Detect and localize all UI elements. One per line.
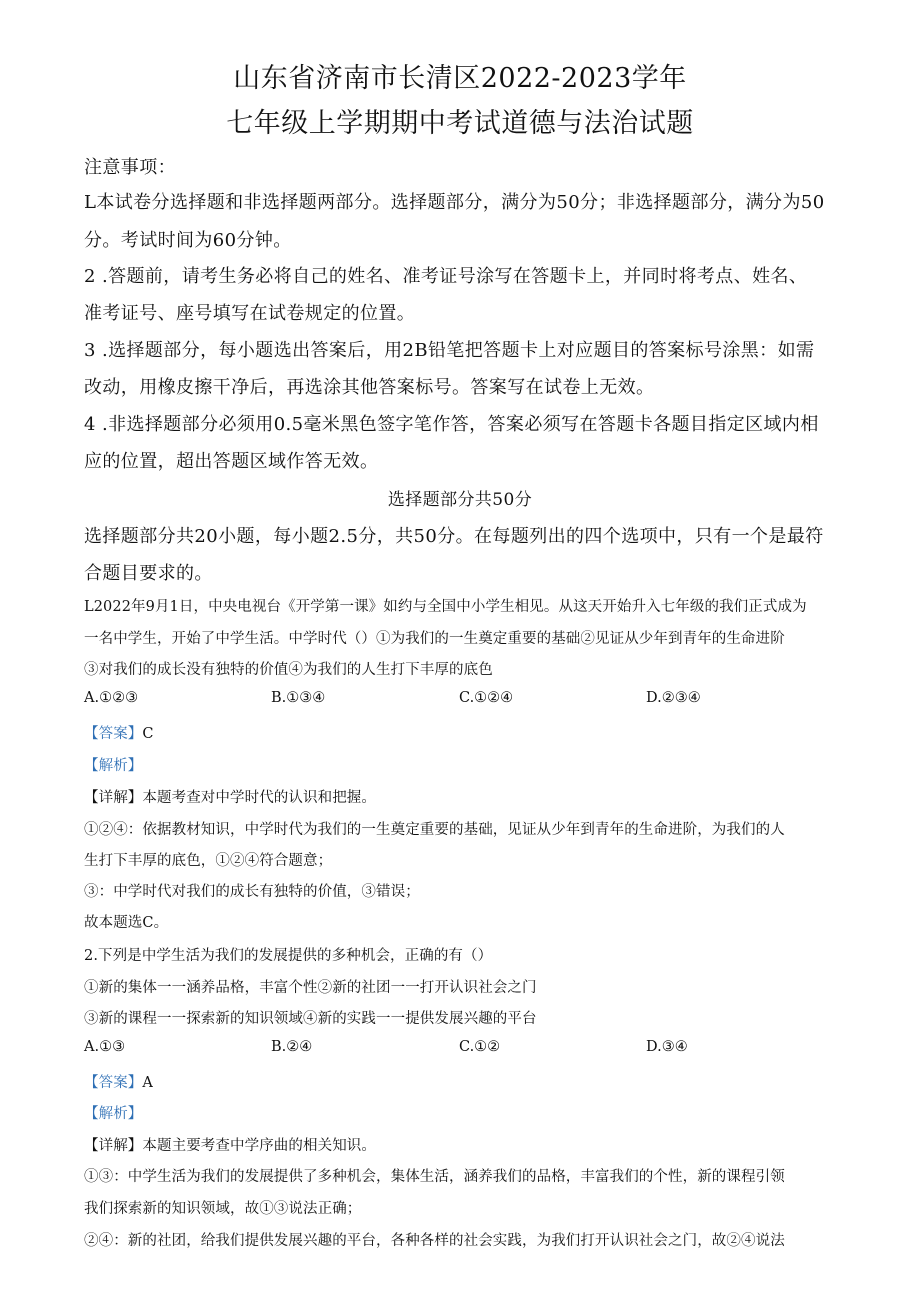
section-heading: 选择题部分共50分 — [387, 490, 533, 510]
notice-line: 3 .选择题部分，每小题选出答案后，用2B铅笔把答题卡上对应题目的答案标号涂黑：如需 — [84, 340, 815, 361]
notice-line: 4 .非选择题部分必须用0.5毫米黑色签字笔作答，答案必须写在答题卡各题目指定区域内相 — [84, 414, 819, 435]
detail-line: 故本题选C。 — [84, 915, 169, 931]
detail-line: 我们探索新的知识领域，故①③说法正确； — [84, 1201, 362, 1217]
notice-line: 分。考试时间为60分钟。 — [84, 230, 292, 251]
page-subtitle: 七年级上学期期中考试道德与法治试题 — [226, 108, 694, 139]
question-stem: L2022年9月1日，中央电视台《开学第一课》如约与全国中小学生相见。从这天开始升入七年级的我们正式成为 — [84, 599, 807, 615]
option-b: B.②④ — [271, 1039, 313, 1055]
question-stem: ③新的课程一一探索新的知识领域④新的实践一一提供发展兴趣的平台 — [84, 1011, 537, 1027]
notice-line: 改动，用橡皮擦干净后，再选涂其他答案标号。答案写在试卷上无效。 — [84, 377, 655, 398]
section-intro: 选择题部分共20小题，每小题2.5分，共50分。在每题列出的四个选项中，只有一个是最符 — [84, 526, 824, 547]
option-d: D.②③④ — [646, 690, 701, 706]
detail-line: 【详解】本题考查对中学时代的认识和把握。 — [84, 790, 376, 806]
option-b: B.①③④ — [271, 690, 326, 706]
option-c: C.①②④ — [459, 690, 514, 706]
detail-line: ①③：中学生活为我们的发展提供了多种机会，集体生活，涵养我们的品格，丰富我们的个性，新的课程引领 — [84, 1169, 785, 1185]
answer-tag: 【答案】 — [84, 726, 143, 742]
detail-line: ②④：新的社团，给我们提供发展兴趣的平台，各种各样的社会实践，为我们打开认识社会之门，故②④说法 — [84, 1233, 785, 1249]
answer-line — [84, 1071, 153, 1092]
question-stem: ①新的集体一一涵养品格，丰富个性②新的社团一一打开认识社会之门 — [84, 980, 537, 996]
question-stem: 一名中学生，开始了中学生活。中学时代（）①为我们的一生奠定重要的基础②见证从少年到青年的生命进阶 — [84, 631, 785, 647]
notice-line: 准考证号、座号填写在试卷规定的位置。 — [84, 303, 416, 324]
notice-heading: 注意事项： — [84, 157, 176, 178]
option-c: C.①② — [459, 1039, 501, 1055]
option-a: A.①③ — [84, 1039, 126, 1055]
section-intro: 合题目要求的。 — [84, 563, 213, 584]
question-stem: ③对我们的成长没有独特的价值④为我们的人生打下丰厚的底色 — [84, 662, 493, 678]
notice-line: 2 .答题前，请考生务必将自己的姓名、准考证号涂写在答题卡上，并同时将考点、姓名、 — [84, 266, 808, 287]
detail-line: ③：中学时代对我们的成长有独特的价值，③错误； — [84, 884, 420, 900]
notice-line: 应的位置，超出答题区域作答无效。 — [84, 451, 379, 472]
question-stem: 2.下列是中学生活为我们的发展提供的多种机会，正确的有（） — [84, 948, 493, 964]
analysis-tag: 【解析】 — [84, 758, 143, 774]
detail-line: 生打下丰厚的底色，①②④符合题意； — [84, 853, 333, 869]
notice-line: L本试卷分选择题和非选择题两部分。选择题部分，满分为50分；非选择题部分，满分为50 — [84, 192, 825, 213]
page-title: 山东省济南市长清区2022-2023学年 — [233, 63, 687, 94]
answer-tag: 【答案】 — [84, 1075, 143, 1091]
option-d: D.③④ — [646, 1039, 688, 1055]
analysis-tag: 【解析】 — [84, 1106, 143, 1122]
answer-line — [84, 722, 154, 743]
detail-line: ①②④：依据教材知识，中学时代为我们的一生奠定重要的基础，见证从少年到青年的生命进阶，为我们的人 — [84, 822, 785, 838]
answer-value: C — [142, 726, 154, 742]
option-a: A.①②③ — [84, 690, 139, 706]
answer-value: A — [142, 1075, 153, 1091]
detail-line: 【详解】本题主要考查中学序曲的相关知识。 — [84, 1138, 376, 1154]
